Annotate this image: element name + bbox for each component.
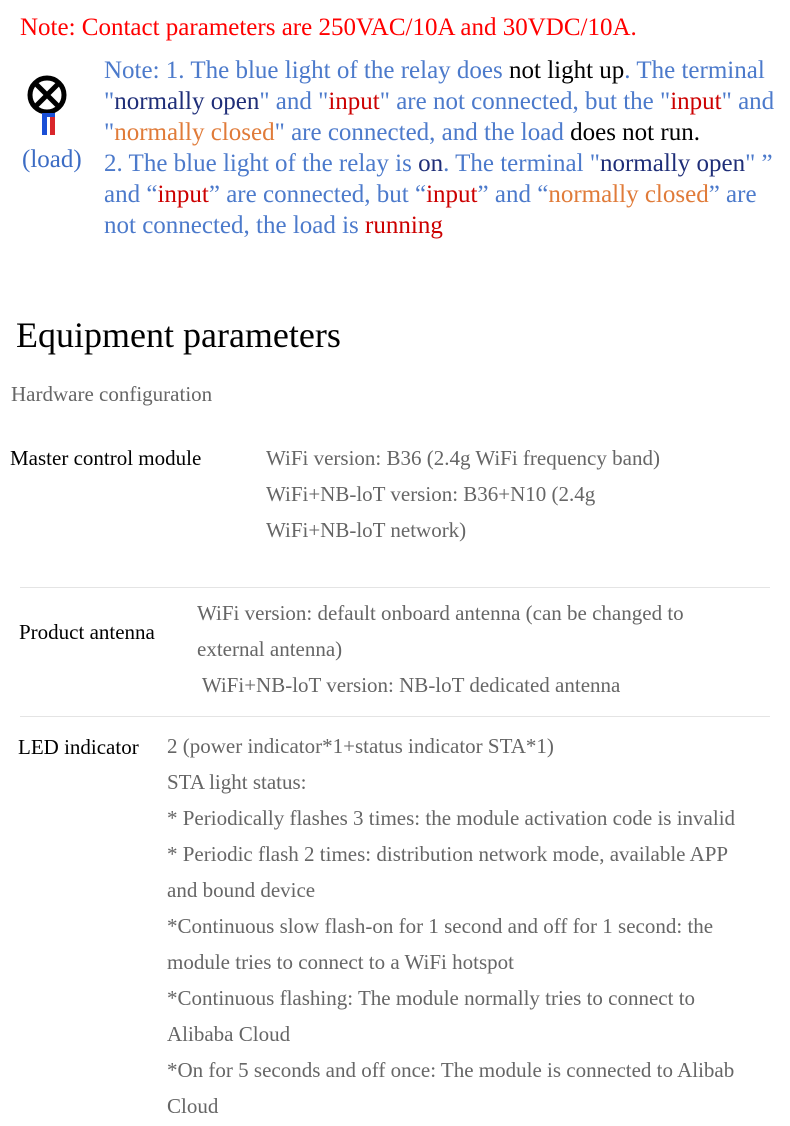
- value-line: WiFi+NB-loT version: B36+N10 (2.4g: [266, 482, 596, 506]
- led-indicator-label: LED indicator: [18, 735, 139, 759]
- load-label: (load): [22, 146, 82, 173]
- note-2: 2. The blue light of the relay is on. The terminal "normally open" ” and “input” are connected, but “input” and “normally closed” are not connected, the load is running: [104, 150, 773, 239]
- value-line: * Periodically flashes 3 times: the module activation code is invalid: [167, 806, 736, 830]
- led-indicator-value: [167, 728, 735, 1124]
- value-line: 2 (power indicator*1+status indicator STA*1): [167, 734, 554, 758]
- contact-parameters-note: Note: Contact parameters are 250VAC/10A and 30VDC/10A.: [20, 14, 637, 41]
- value-line: WiFi version: B36 (2.4g WiFi frequency band): [266, 446, 660, 470]
- value-line: WiFi version: default onboard antenna (can be changed to: [197, 601, 684, 625]
- value-line: Alibaba Cloud: [167, 1022, 291, 1046]
- value-line: *Continuous slow flash-on for 1 second and off for 1 second: the: [167, 914, 714, 938]
- value-line: WiFi+NB-loT network): [266, 518, 467, 542]
- hardware-config-heading: Hardware configuration: [11, 382, 213, 406]
- lamp-load-icon: [25, 66, 73, 148]
- divider: [20, 716, 770, 717]
- product-antenna-label: Product antenna: [19, 620, 155, 644]
- value-line: Cloud: [167, 1094, 219, 1118]
- value-line: *Continuous flashing: The module normally tries to connect to: [167, 986, 696, 1010]
- product-antenna-value: [197, 595, 684, 703]
- value-line: module tries to connect to a WiFi hotspot: [167, 950, 514, 974]
- value-line: external antenna): [197, 637, 343, 661]
- value-line: *On for 5 seconds and off once: The module is connected to Alibab: [167, 1058, 735, 1082]
- value-line: WiFi+NB-loT version: NB-loT dedicated antenna: [197, 673, 621, 697]
- divider: [20, 587, 770, 588]
- relay-notes: [104, 55, 790, 241]
- value-line: * Periodic flash 2 times: distribution network mode, available APP: [167, 842, 729, 866]
- master-control-label: Master control module: [10, 446, 202, 470]
- value-line: STA light status:: [167, 770, 307, 794]
- note-1: Note: 1. The blue light of the relay does not light up. The terminal "normally open" and "input" are not connected, but the "input" and "normally closed" are connected, and the load does not run.: [104, 57, 775, 146]
- page-title: Equipment parameters: [16, 315, 341, 355]
- value-line: and bound device: [167, 878, 316, 902]
- master-control-value: [266, 440, 660, 548]
